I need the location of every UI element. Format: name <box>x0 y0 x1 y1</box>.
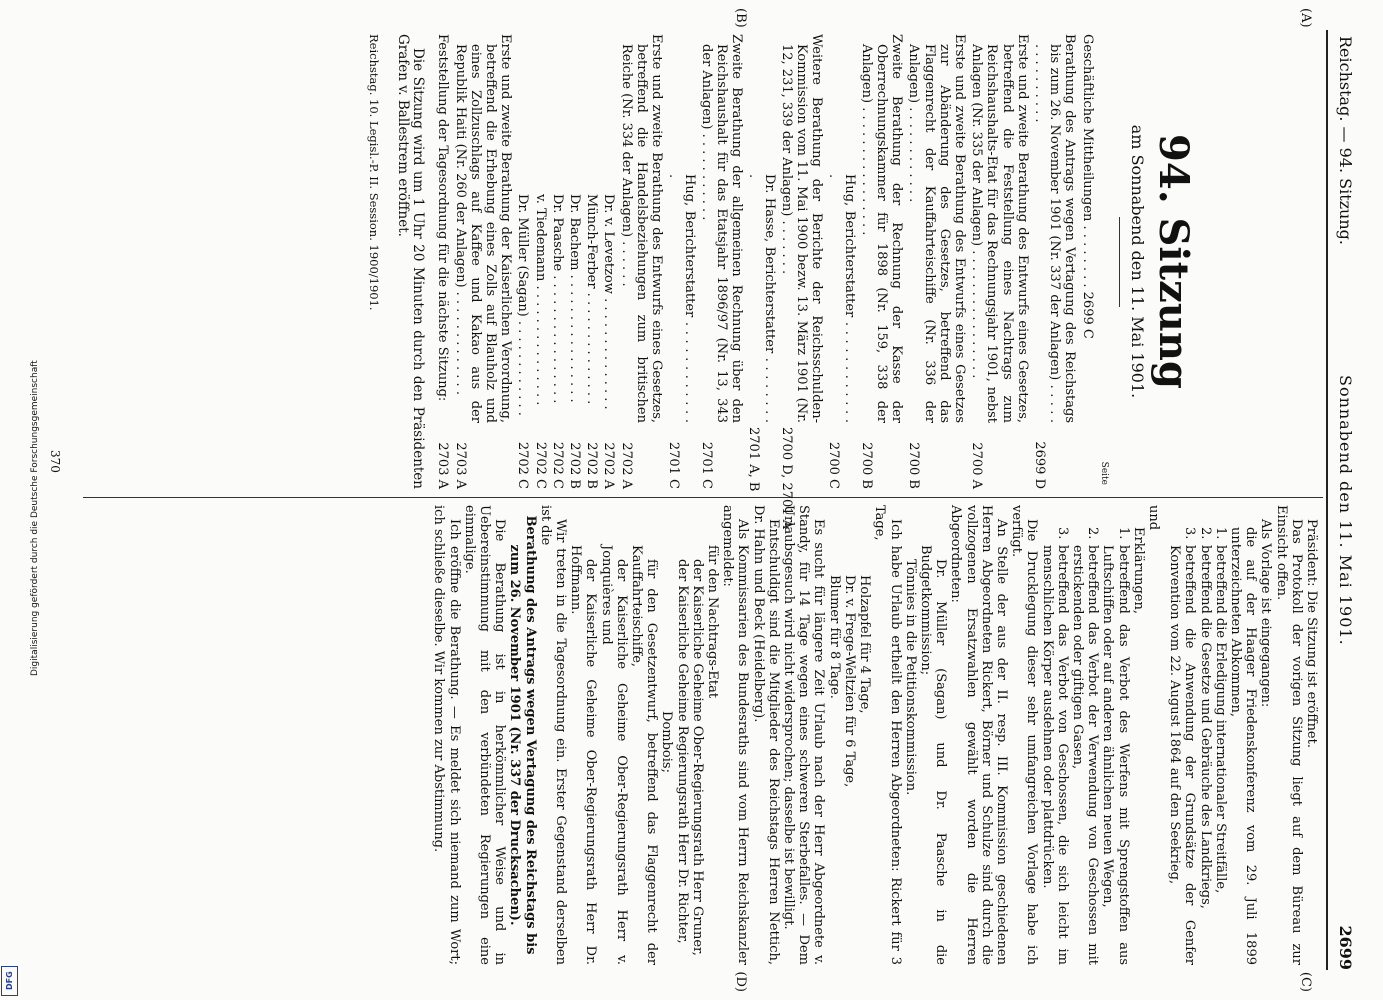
header-rule <box>1326 30 1328 970</box>
margin-mark-c: (C) <box>1298 971 1313 992</box>
toc-entry-text: v. Tiedemann . . . . . . . . . . . . . . . <box>532 194 548 406</box>
hague-block <box>1039 505 1258 965</box>
left-column <box>366 34 1323 530</box>
toc-entry-ref: 2701 C <box>666 441 682 489</box>
leave-request: Es sucht für längere Zeit Urlaub nach der Herr Abgeordnete v. Standy, für 14 Tage wegen eines schweren Sterbefalles. — Dem Urlaubsgesuch wird nicht widersprochen; dasselbe ist bewilligt. <box>781 505 827 965</box>
commissioner-hoffmann: der Kaiserliche Geheime Ober-Regierungsrath Herr Dr. Hoffmann. <box>568 545 599 965</box>
toc-speaker <box>601 34 616 489</box>
toc-entry-text: Weitere Berathung der Berichte der Reichsschulden-Kommission vom 11. Mai 1900 bezw. 13. März 1901 (Nr. 12, 231, 339 der Anlagen) . . . . . . . <box>778 34 825 423</box>
header-date: Sonnabend den 11. Mai 1901. <box>1336 375 1355 646</box>
hague-agreements: die auf der Haager Friedenskonferenz vom 29. Juli 1899 unterzeichneten Abkommen, <box>1227 527 1259 965</box>
toc-speaker <box>532 34 547 489</box>
toc-entry-text: Berathung des Antrags wegen Vertagung des Reichstags bis zum 26. November 1901 (Nr. 337 der Anlagen) . . . . . . . . . . . . . . . <box>1031 34 1078 423</box>
toc-entry-ref: 2702 B <box>567 442 583 489</box>
president-opening: Präsident: Die Sitzung ist eröffnet. <box>1304 519 1319 748</box>
list-item-number: 2. <box>1197 527 1213 540</box>
commissioner-dombois: Dombois; <box>659 711 675 773</box>
commissioner-richter: der Kaiserliche Geheime Regierungsrath Herr Dr. Richter, <box>674 559 690 944</box>
column-divider <box>83 497 1323 498</box>
toc-speaker <box>515 34 530 489</box>
toc-entry-text: Erste und zweite Berathung des Entwurfs eines Gesetzes, betreffend die Handelsbeziehungen zum britischen Reiche (Nr. 334 der Anlagen) . . . . . . <box>618 34 665 423</box>
leave-holzapfel: Holzapfel für 4 Tage, <box>857 575 873 714</box>
list-item <box>1039 527 1069 965</box>
toc-entry <box>452 34 513 489</box>
footer-page-number: 370 <box>48 450 62 473</box>
toc-entry-text: Geschäftliche Mittheilungen . . . . . . . . 2699 C <box>1079 34 1095 339</box>
dfg-logo-icon: DFG <box>1 966 18 996</box>
margin-mark-d: (D) <box>733 971 748 992</box>
submission-intro: Als Vorlage ist eingegangen: <box>1258 519 1274 708</box>
toc-speaker <box>746 34 777 492</box>
toc-entry-text: Hug, Berichterstatter . . . . . . . . . . . . . <box>826 174 857 423</box>
toc-speaker <box>584 34 599 489</box>
commissioner-jonquieres: der Kaiserliche Geheime Ober-Regierungsrath Herr v. Jonquières und <box>598 545 629 965</box>
session-date: am Sonnabend den 11. Mai 1901. <box>1128 124 1147 399</box>
toc-entry-ref: 2702 A <box>618 442 634 489</box>
toc-entry-ref: 2699 D <box>1031 441 1047 489</box>
toc-entry-text: Münch-Ferber . . . . . . . . . . . . . . <box>584 194 600 405</box>
toc-entry-text: Zweite Berathung der allgemeinen Rechnung über den Reichshaushalt für das Etatsjahr 1896/97 (Nr. 13, 343 der Anlagen) . . . . . . . . . . . <box>698 34 745 423</box>
toc-speaker <box>666 34 696 489</box>
list-item-number: 1. <box>1115 527 1131 540</box>
commission-replacements: An Stelle der aus der II. resp. III. Kommission geschiedenen Herren Abgeordneten Rickert, Börner und Schulze sind durch die vollzogenen Ersatzwahlen gewählt worden die Herren Abgeordneten: <box>948 505 1009 965</box>
list-item-number: 3. <box>1054 527 1070 540</box>
toc-entry-ref: 2700 C <box>826 441 842 489</box>
toc-entry-ref: 2701 C <box>698 441 714 489</box>
toc-entry-text: Dr. Paasche . . . . . . . . . . . . . . . . <box>549 194 565 404</box>
seite-label: Seite <box>1098 461 1109 485</box>
toc-entry-text: Erste und zweite Berathung der Kaiserlichen Verordnung, betreffend die Erhebung eines Zolls auf Blauholz und eines Zollzuschlags auf Kaffee und Kakao aus der Republik Haiti (Nr. 260 der Anlagen) . . . . . . . . . . . . . <box>452 34 514 423</box>
header-left: Reichstag. — 94. Sitzung. <box>1336 36 1355 245</box>
toc-entry-ref: 2703 A <box>452 442 468 489</box>
toc-entry-ref: 2700 D, 2701 A <box>778 427 794 530</box>
list-item <box>1100 527 1130 965</box>
list-item-number: 2. <box>1085 527 1101 540</box>
list-item-text: betreffend die Anwendung der Grundsätze der Genfer Konvention vom 22. August 1864 auf den Seekrieg, <box>1167 545 1198 965</box>
toc-entry <box>1079 34 1094 489</box>
toc-entry-text: Hug, Berichterstatter . . . . . . . . . . . . . <box>666 174 697 423</box>
toc-entry-text: Erste und zweite Berathung des Entwurfs eines Gesetzes, betreffend die Feststellung eines Nachtrags zum Reichshaushalts-Etat für das Rechnungsjahr 1901, nebst Anlagen (Nr. 335 der Anlagen) . . . . . . . . . . . . . . . . <box>969 34 1030 423</box>
toc-entry <box>778 34 825 530</box>
commissioners-intro: Als Kommissarien des Bundesraths sind vom Herrn Reichskanzler angemeldet: <box>720 505 751 965</box>
toc-entry-ref: 2703 A <box>435 442 451 489</box>
toc-entry-text: Dr. Bachem . . . . . . . . . . . . . . . . <box>567 194 583 403</box>
running-header <box>1331 30 1355 970</box>
toc-entry-ref: 2702 C <box>549 441 565 489</box>
list-item-text: betreffend das Verbot der Verwendung von Geschossen mit erstickenden oder giftigen Gasen, <box>1069 545 1101 965</box>
connector-und: und <box>1145 505 1161 531</box>
toc-entry-ref: 2702 C <box>515 441 531 489</box>
leave-granted: Ich habe Urlaub ertheilt den Herren Abgeordneten: Rickert für 3 Tage, <box>872 505 903 965</box>
list-item <box>1213 527 1228 965</box>
toc-entry-ref: 2700 B <box>858 442 874 489</box>
session-number: 94. Sitzung <box>1150 134 1197 389</box>
commissioners-flaggenrecht: für den Gesetzentwurf, betreffend das Flaggenrecht der Kauffahrteischiffe, <box>629 545 660 965</box>
margin-mark-b: (B) <box>733 8 748 28</box>
toc-entry-text: Feststellung der Tagesordnung für die nächste Sitzung: <box>435 34 451 402</box>
toc-entry-ref: 2702 B <box>584 442 600 489</box>
leave-blumer: Blumer für 8 Tage. <box>826 575 842 699</box>
toc-entry <box>1032 34 1078 489</box>
list-item-text: betreffend das Verbot von Geschossen, die sich leicht im menschlichen Körper ausdehnen oder plattdrücken. <box>1039 545 1070 965</box>
commissioners-nachtrag: für den Nachtrags-Etat <box>705 545 721 699</box>
toc-entry-text: Erste und zweite Berathung des Entwurfs eines Gesetzes zur Abänderung des Gesetzes, betreffend das Flaggenrecht der Kauffahrteischiffe (Nr. 336 der Anlagen) . . . . . . . . . . . . <box>906 34 967 423</box>
toc-entry <box>435 34 450 489</box>
declarations-heading: Erklärungen, <box>1130 527 1146 614</box>
toc-entry <box>619 34 665 489</box>
toc-speaker <box>567 34 582 489</box>
list-item-text: betreffend die Gesetze und Gebräuche des Landkriegs, <box>1197 545 1213 909</box>
agenda-item-heading: Berathung des Antrags wegen Vertagung des Reichstags bis zum 26. November 1901 (Nr. 337 der Drucksachen). <box>507 515 538 955</box>
table-of-contents <box>435 34 1095 530</box>
toc-entry <box>699 34 745 489</box>
digitization-note: Digitalisierung gefördert durch die Deutsche Forschungsgemeinschaft <box>30 360 40 676</box>
print-order: Die Drucklegung dieser sehr umfangreichen Vorlage habe ich verfügt. <box>1009 505 1040 965</box>
toc-entry-ref: 2702 C <box>532 441 548 489</box>
header-page-number: 2699 <box>1336 925 1355 970</box>
toc-entry <box>859 34 905 489</box>
toc-entry-text: Dr. Hasse, Berichterstatter . . . . . . . . . <box>746 174 777 423</box>
agenda-start: Wir treten in die Tagesordnung ein. Erster Gegenstand derselben ist die <box>537 505 569 965</box>
protocol-note: Das Protokoll der vorigen Sitzung liegt auf dem Büreau zur Einsicht offen. <box>1273 505 1304 965</box>
session-footnote: Reichstag. 10. Legisl.-P. II. Session. 1900/1901. <box>367 34 382 311</box>
list-item <box>1070 527 1100 965</box>
debate-closed: Ich eröffne die Berathung. — Es meldet sich niemand zum Wort; ich schließe dieselbe. Wir kommen zur Abstimmung. <box>431 505 462 965</box>
margin-mark-a: (A) <box>1298 8 1313 28</box>
single-reading: Die Berathung ist in herkömmlicher Weise und in Uebereinstimmung mit den verbündeten Regierungen eine einmalige. <box>461 505 508 965</box>
list-item-number: 1. <box>1212 527 1228 540</box>
excused-members: Entschuldigt sind die Mitglieder des Reichstags Herren Nettich, Dr. Hahn und Beck (Heidelberg). <box>750 505 781 965</box>
toc-entry-ref: 2701 A, B <box>746 427 762 492</box>
toc-speaker <box>826 34 856 489</box>
toc-entry-ref: 2700 B <box>906 442 922 489</box>
leave-frege: Dr. v. Frege-Weltzien für 6 Tage, <box>841 575 857 788</box>
toc-entry <box>906 34 967 489</box>
title-rule <box>1119 217 1120 307</box>
toc-entry-text: Dr. Müller (Sagan) . . . . . . . . . . . . <box>515 194 531 416</box>
opening-statement: Die Sitzung wird um 1 Uhr 20 Minuten durch den Präsidenten Grafen v. Ballestrem eröffnet. <box>395 34 427 489</box>
right-column <box>431 505 1323 965</box>
toc-entry-ref: 2702 A <box>601 442 617 489</box>
list-item <box>1167 527 1197 965</box>
list-item-text: betreffend die Erledigung internationaler Streitfälle, <box>1212 545 1228 894</box>
list-item <box>1197 527 1212 965</box>
toc-speaker <box>550 34 565 489</box>
budget-commission: Dr. Müller (Sagan) und Dr. Paasche in die Budgetkommission; <box>917 545 949 965</box>
toc-entry-text: Zweite Berathung der Rechnung der Kasse der Oberrechnungskammer für 1898 (Nr. 159, 338 der Anlagen) . . . . . . . . . . . . . . . . <box>858 34 905 423</box>
commissioner-gruner: der Kaiserliche Geheime Ober-Regierungsrath Herr Gruner, <box>689 559 705 956</box>
list-item-text: betreffend das Verbot des Werfens mit Sprengstoffen aus Luftschiffen oder auf anderen ähnlichen neuen Wegen, <box>1100 545 1131 965</box>
petition-commission: Tönnies in die Petitionskommission. <box>902 559 918 796</box>
toc-entry-ref: 2700 A <box>969 442 985 489</box>
toc-entry <box>969 34 1030 489</box>
list-item-number: 3. <box>1182 527 1198 540</box>
toc-entry-text: Dr. v. Levetzow . . . . . . . . . . . . . . <box>601 194 617 410</box>
